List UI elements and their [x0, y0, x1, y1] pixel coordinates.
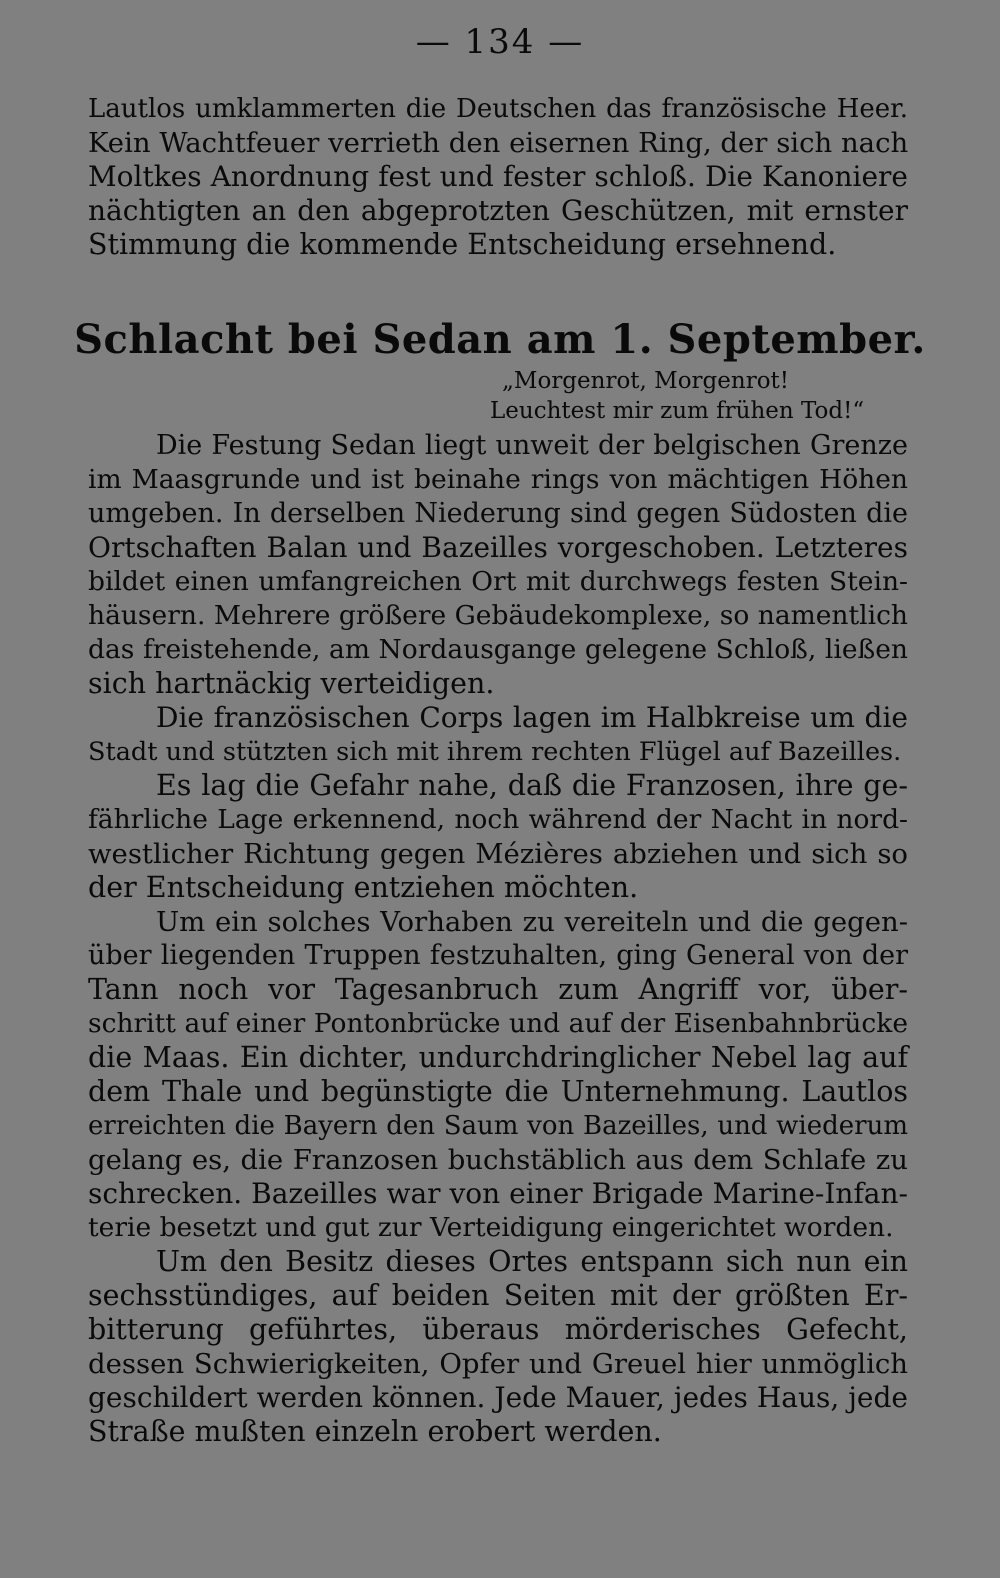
text-line: dessen Schwierigkeiten, Opfer und Greuel hier unmöglich: [88, 1348, 908, 1380]
text-line: der Entscheidung entziehen möchten.: [88, 871, 639, 904]
text-line: das freistehende, am Nordausgange gelegene Schloß, ließen: [88, 634, 908, 665]
text-line: Stadt und stützten sich mit ihrem rechten Flügel auf Bazeilles.: [88, 737, 902, 767]
text-line: fährliche Lage erkennend, noch während der Nacht in nord-: [88, 804, 908, 835]
text-line: gelang es, die Franzosen buchstäblich aus dem Schlafe zu: [88, 1144, 908, 1176]
text-line: über liegenden Truppen festzuhalten, ging General von der: [88, 940, 908, 971]
text-line: Um ein solches Vorhaben zu vereiteln und die gegen-: [156, 906, 908, 938]
text-line: im Maasgrunde und ist beinahe rings von mächtigen Höhen: [88, 464, 908, 495]
epigraph-line: „Morgenrot, Morgenrot!: [502, 368, 790, 394]
paragraph: [88, 701, 908, 769]
section-heading: Schlacht bei Sedan am 1. September.: [74, 316, 926, 363]
text-line: Straße mußten einzeln erobert werden.: [88, 1415, 662, 1448]
text-line: geschildert werden können. Jede Mauer, jedes Haus, jede: [88, 1381, 908, 1414]
text-line: terie besetzt und gut zur Verteidigung eingerichtet worden.: [88, 1212, 894, 1243]
text-line: schritt auf einer Pontonbrücke und auf der Eisenbahnbrücke: [88, 1008, 908, 1039]
text-line: Moltkes Anordnung fest und fester schloß. Die Kanoniere: [88, 160, 908, 193]
text-line: Die Festung Sedan liegt unweit der belgischen Grenze: [156, 430, 908, 461]
text-line: häusern. Mehrere größere Gebäudekomplexe, so namentlich: [88, 600, 908, 631]
text-line: sechsstündiges, auf beiden Seiten mit der größten Er-: [88, 1279, 908, 1312]
text-line: Ortschaften Balan und Bazeilles vorgeschoben. Letzteres: [88, 531, 908, 564]
paragraph: [88, 905, 908, 1245]
opening-paragraph: [88, 92, 908, 262]
text-line: umgeben. In derselben Niederung sind gegen Südosten die: [88, 498, 908, 529]
text-line: westlicher Richtung gegen Mézières abziehen und sich so: [88, 838, 908, 870]
text-line: erreichten die Bayern den Saum von Bazeilles, und wiederum: [88, 1111, 908, 1141]
text-line: Es lag die Gefahr nahe, daß die Franzosen, ihre ge-: [156, 769, 908, 802]
text-line: Die französischen Corps lagen im Halbkreise um die: [156, 701, 908, 734]
text-line: schrecken. Bazeilles war von einer Brigade Marine-Infan-: [88, 1177, 908, 1210]
text-line: nächtigten an den abgeprotzten Geschützen, mit ernster: [88, 194, 908, 227]
page-number: — 134 —: [415, 22, 585, 62]
text-line: Stimmung die kommende Entscheidung ersehnend.: [88, 228, 837, 261]
text-line: sich hartnäckig verteidigen.: [88, 667, 495, 700]
epigraph-line: Leuchtest mir zum frühen Tod!“: [490, 398, 865, 424]
text-line: Kein Wachtfeuer verrieth den eisernen Ring, der sich nach: [88, 127, 909, 159]
text-line: Tann noch vor Tagesanbruch zum Angriff vor, über-: [88, 973, 908, 1006]
text-line: die Maas. Ein dichter, undurchdringlicher Nebel lag auf: [88, 1041, 908, 1074]
text-line: Lautlos umklammerten die Deutschen das französische Heer.: [88, 94, 908, 124]
epigraph: [490, 366, 890, 426]
text-line: bildet einen umfangreichen Ort mit durchwegs festen Stein-: [88, 566, 908, 597]
text-line: bitterung geführtes, überaus mörderisches Gefecht,: [88, 1313, 908, 1346]
text-line: Um den Besitz dieses Ortes entspann sich nun ein: [156, 1245, 908, 1278]
paragraph: [88, 429, 908, 701]
text-line: dem Thale und begünstigte die Unternehmung. Lautlos: [88, 1075, 908, 1108]
paragraph: [88, 769, 908, 905]
paragraph: [88, 1245, 908, 1449]
